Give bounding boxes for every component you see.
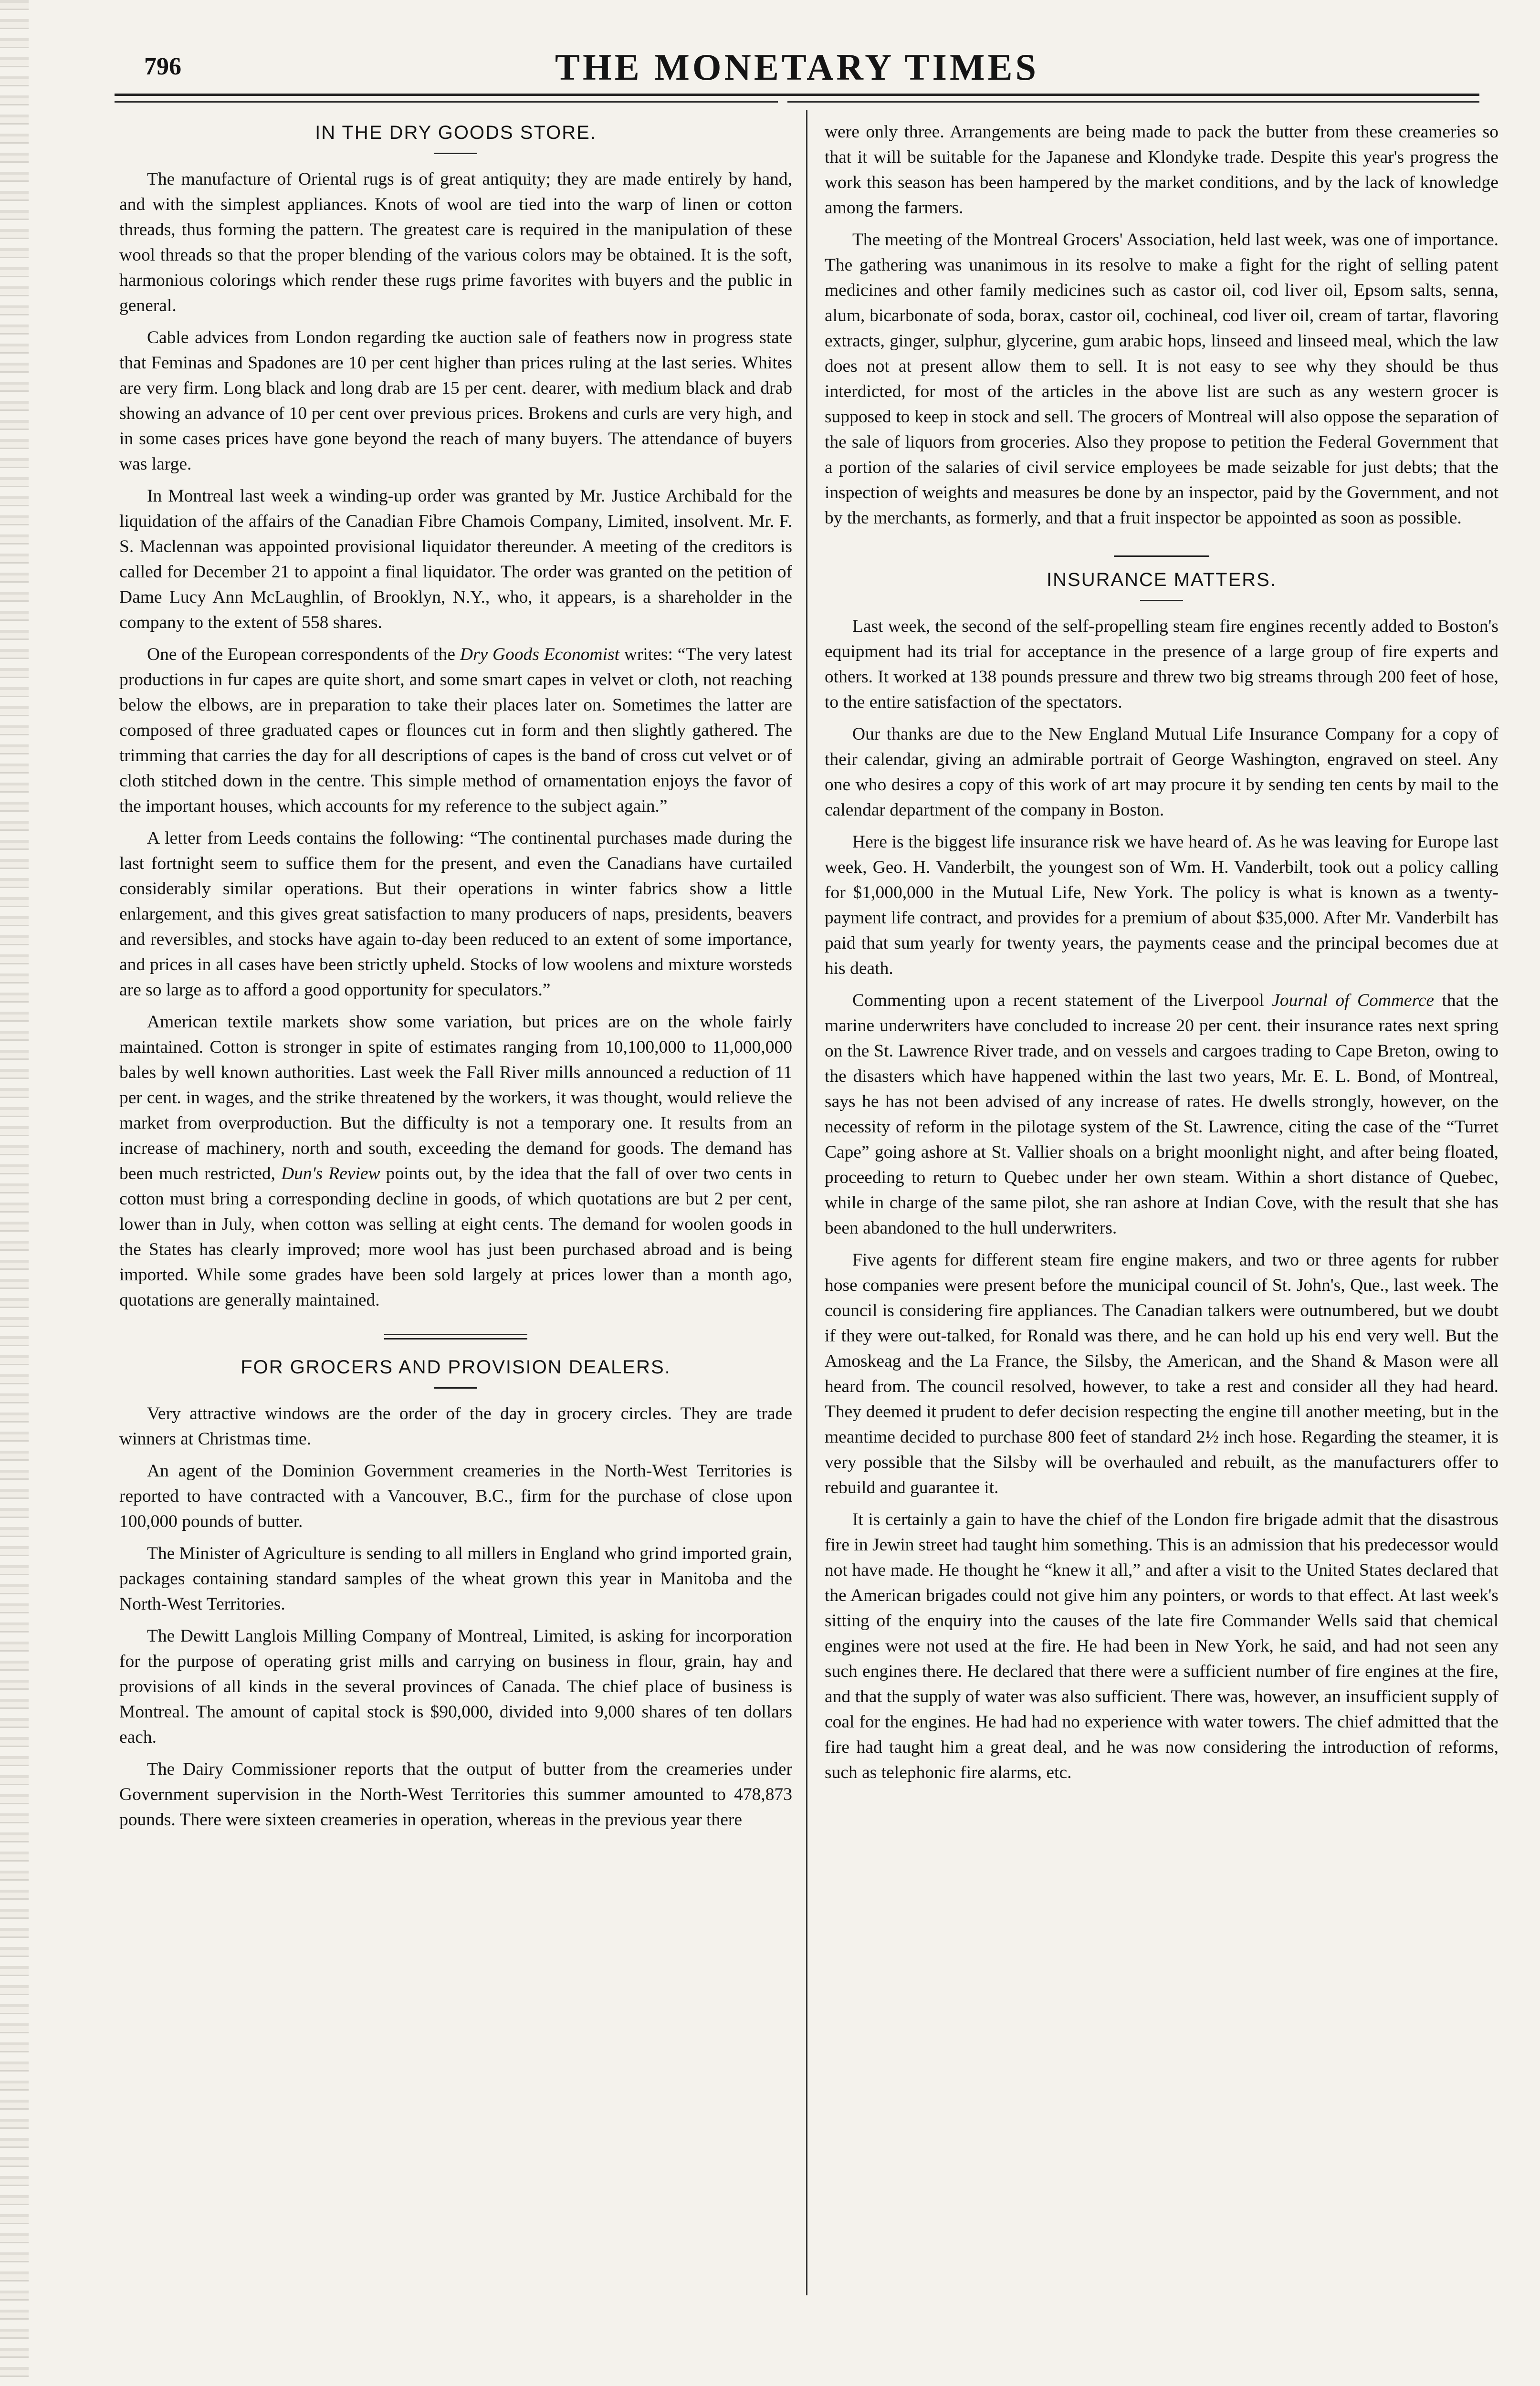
paragraph: Five agents for different steam fire engine makers, and two or three agents for rubber hose companies were present before the municipal council of St. John's, Que., last week. The council is considering fire appliances. The Canadian talkers were outnumbered, but we doubt if they were out-talked, for Ronald was there, and he can hold up his end very well. But the Amoskeag and the La France, the Silsby, the American, and the Shand & Mason were all heard from. The council resolved, however, to take a rest and consider all they had heard. They deemed it prudent to defer decision respecting the engine till another meeting, but in the meantime decided to purchase 800 feet of standard 2½ inch hose. Regarding the steamer, it is very possible that the Silsby will be overhauled and rebuilt, as the manufacturers offer to rebuild and guarantee it. <box>825 1250 1498 1497</box>
text-run: writes: “The very latest productions in fur capes are quite short, and some smart capes in velvet or cloth, not reaching below the elbows, are in preparation to take their places later on. Sometimes the latter are composed of three graduated capes or flounces cut in form and then slightly gathered. The trimming that carries the day for all descriptions of capes is the band of cross cut velvet or of cloth stitched down in the centre. This simple method of ornamentation enjoys the favor of the important houses, which accounts for my reference to the subject again.” <box>119 645 793 816</box>
paragraph: Here is the biggest life insurance risk we have heard of. As he was leaving for Europe last week, Geo. H. Vanderbilt, the youngest son of Wm. H. Vanderbilt, took out a policy calling for $1,000,000 in the Mutual Life, New York. The policy is what is known as a twenty-payment life contract, and provides for a premium of about $35,000. After Mr. Vanderbilt has paid that sum yearly for twenty years, the payments cease and the principal becomes due at his death. <box>825 832 1498 978</box>
paragraph <box>119 642 792 819</box>
column-divider <box>806 110 807 2295</box>
text-run: One of the European correspondents of the <box>147 645 460 664</box>
left-column <box>119 119 792 1839</box>
paragraph: The meeting of the Montreal Grocers' Association, held last week, was one of importance. The gathering was unanimous in its resolve to make a fight for the right of selling patent medicines and other family medicines such as castor oil, cod liver oil, Epsom salts, senna, alum, bicarbonate of soda, borax, castor oil, cochineal, cod liver oil, cream of tartar, flavoring extracts, ginger, sulphur, glycerine, gum arabic hops, linseed and linseed meal, which the law does not at present allow them to sell. It is not easy to see why they should be thus interdicted, for most of the articles in the above list are such as any western grocer is supposed to keep in stock and sell. The grocers of Montreal will also oppose the separation of the sale of liquors from groceries. Also they propose to petition the Federal Government that a portion of the salaries of civil service employees be made seizable for just debts; that the inspection of weights and measures be done by an inspector, paid by the Government, and not by the merchants, as formerly, and that a fruit inspector be appointed as soon as possible. <box>825 230 1498 528</box>
text-run: Commenting upon a recent statement of the Liverpool <box>852 991 1272 1010</box>
insurance-section <box>825 555 1498 1785</box>
title-rule <box>1140 600 1183 601</box>
section-title-dry-goods: IN THE DRY GOODS STORE. <box>315 122 597 143</box>
text-run: that the marine underwriters have concluded to increase 20 per cent. their insurance rates next spring on the St. Lawrence River trade, and on vessels and cargoes trading to Cape Breton, owing to the disasters which have happened within the last two years, Mr. E. L. Bond, of Montreal, says he has not been advised of any increase of rates. He dwells strongly, however, on the necessity of reform in the pilotage system of the St. Lawrence, citing the case of the “Turret Cape” going ashore at St. Vallier shoals on a bright moonlight night, and after being floated, proceeding to return to Quebec under her own steam. Within a short distance of Quebec, while in charge of the same pilot, she ran ashore at Indian Cove, with the result that she has been abandoned to the hull underwriters. <box>825 991 1499 1238</box>
binding-edge <box>0 0 29 2386</box>
section-separator <box>1114 555 1209 557</box>
publication-name: Journal of Commerce <box>1272 991 1435 1010</box>
masthead-title: THE MONETARY TIMES <box>555 46 1039 88</box>
paragraph: Cable advices from London regarding tke auction sale of feathers now in progress state that Feminas and Spadones are 10 per cent higher than prices ruling at the last series. Whites are very firm. Long black and long drab are 15 per cent. dearer, with medium black and drab showing an advance of 10 per cent over previous prices. Brokens and curls are very high, and in some cases prices have gone beyond the reach of many buyers. The attendance of buyers was large. <box>119 328 792 474</box>
paragraph: An agent of the Dominion Government creameries in the North-West Territories is reported to have contracted with a Vancouver, B.C., firm for the purchase of close upon 100,000 pounds of butter. <box>119 1461 792 1531</box>
header-rule-left <box>115 101 778 103</box>
publication-name: Dun's Review <box>281 1164 380 1183</box>
page-header <box>115 46 1479 98</box>
header-rule <box>115 94 1479 96</box>
paragraph: The Dairy Commissioner reports that the output of butter from the creameries under Government supervision in the North-West Territories this summer amounted to 478,873 pounds. There were sixteen creameries in operation, whereas in the previous year there <box>119 1759 792 1830</box>
paragraph: It is certainly a gain to have the chief of the London fire brigade admit that the disastrous fire in Jewin street had taught him something. This is an admission that his predecessor would not have made. He thought he “knew it all,” and after a visit to the United States declared that the American brigades could not give him any pointers, or words to that effect. At last week's sitting of the enquiry into the causes of the late fire Commander Wells said that chemical engines were not used at the fire. He had been in New York, he said, and had not seen any such engines there. He declared that there were a sufficient number of fire engines at the fire, and that the supply of water was also sufficient. There was, however, an insufficient supply of coal for the engines. He had had no experience with water towers. The chief admitted that the fire had taught him a great deal, and he was now considering the introduction of reforms, such as telephonic fire alarms, etc. <box>825 1510 1498 1782</box>
title-rule <box>434 1387 477 1389</box>
paragraph: The Minister of Agriculture is sending to all millers in England who grind imported grain, packages containing standard samples of the wheat grown this year in Manitoba and the North-West Territories. <box>119 1544 792 1614</box>
text-run: American textile markets show some variation, but prices are on the whole fairly maintained. Cotton is stronger in spite of estimates ranging from 10,100,000 to 11,000,000 bales by well known authorities. Last week the Fall River mills announced a reduction of 11 per cent. in wages, and the strike threatened by the workers, it was thought, would relieve the market from overproduction. But the difficulty is not a temporary one. It results from an increase of machinery, north and south, exceeding the demand for goods. The demand has been much restricted, <box>119 1012 792 1183</box>
paragraph: The manufacture of Oriental rugs is of great antiquity; they are made entirely by hand, and with the simplest appliances. Knots of wool are tied into the warp of linen or cotton threads, thus forming the pattern. The greatest care is required in the manipulation of these wool threads so that the proper blending of the various colors may be obtained. It is the soft, harmonious colorings which render these rugs prime favorites with buyers and the public in general. <box>119 169 792 315</box>
right-column <box>825 119 1498 1792</box>
text-run: points out, by the idea that the fall of over two cents in cotton must bring a corresponding decline in goods, of which quotations are but 2 per cent, lower than in July, when cotton was selling at eight cents. The demand for woolen goods in the States has clearly improved; more wool has just been purchased abroad and is being imported. While some grades have been sold largely at prices lower than a month ago, quotations are generally maintained. <box>119 1164 792 1310</box>
section-separator <box>384 1334 527 1340</box>
paragraph-continued: were only three. Arrangements are being made to pack the butter from these creameries so that it will be suitable for the Japanese and Klondyke trade. Despite this year's progress the work this season has been hampered by the market conditions, and by the lack of knowledge among the farmers. <box>825 122 1498 218</box>
paragraph <box>825 988 1498 1241</box>
section-title-insurance: INSURANCE MATTERS. <box>1047 569 1277 590</box>
paragraph: A letter from Leeds contains the following: “The continental purchases made during the last fortnight seem to suffice them for the present, and even the Canadians have curtailed considerably similar operations. But their operations in winter fabrics show a little enlargement, and this gives great satisfaction to many producers of naps, presidents, beavers and reversibles, and stocks have again to-day been reduced to an extent of some importance, and prices in all cases have been strictly upheld. Stocks of low woolens and mixture worsteds are so large as to afford a good opportunity for speculators.” <box>119 828 792 1000</box>
paragraph: Last week, the second of the self-propelling steam fire engines recently added to Boston's equipment had its trial for acceptance in the presence of a large group of fire experts and others. It worked at 138 pounds pressure and threw two big streams through 200 feet of hose, to the entire satisfaction of the spectators. <box>825 617 1498 712</box>
section-title-grocers: FOR GROCERS AND PROVISION DEALERS. <box>241 1357 671 1378</box>
paragraph: In Montreal last week a winding-up order was granted by Mr. Justice Archibald for the liquidation of the affairs of the Canadian Fibre Chamois Company, Limited, insolvent. Mr. F. S. Maclennan was appointed provisional liquidator thereunder. A meeting of the creditors is called for December 21 to appoint a final liquidator. The order was granted on the petition of Dame Lucy Ann McLaughlin, of Brooklyn, N.Y., who, it appears, is a shareholder in the company to the extent of 558 shares. <box>119 486 792 632</box>
paragraph: Very attractive windows are the order of the day in grocery circles. They are trade winners at Christmas time. <box>119 1404 792 1449</box>
title-rule <box>434 153 477 154</box>
publication-name: Dry Goods Economist <box>460 645 620 664</box>
page-number: 796 <box>144 53 181 80</box>
paragraph <box>119 1009 792 1313</box>
paragraph: The Dewitt Langlois Milling Company of Montreal, Limited, is asking for incorporation for the purpose of operating grist mills and carrying on business in flour, grain, hay and provisions of all kinds in the several provinces of Canada. The chief place of business is Montreal. The amount of capital stock is $90,000, divided into 9,000 shares of ten dollars each. <box>119 1626 792 1747</box>
paragraph: Our thanks are due to the New England Mutual Life Insurance Company for a copy of their calendar, giving an admirable portrait of George Washington, engraved on steel. Any one who desires a copy of this work of art may procure it by sending ten cents by mail to the calendar department of the company in Boston. <box>825 724 1498 820</box>
header-rule-right <box>787 101 1479 103</box>
